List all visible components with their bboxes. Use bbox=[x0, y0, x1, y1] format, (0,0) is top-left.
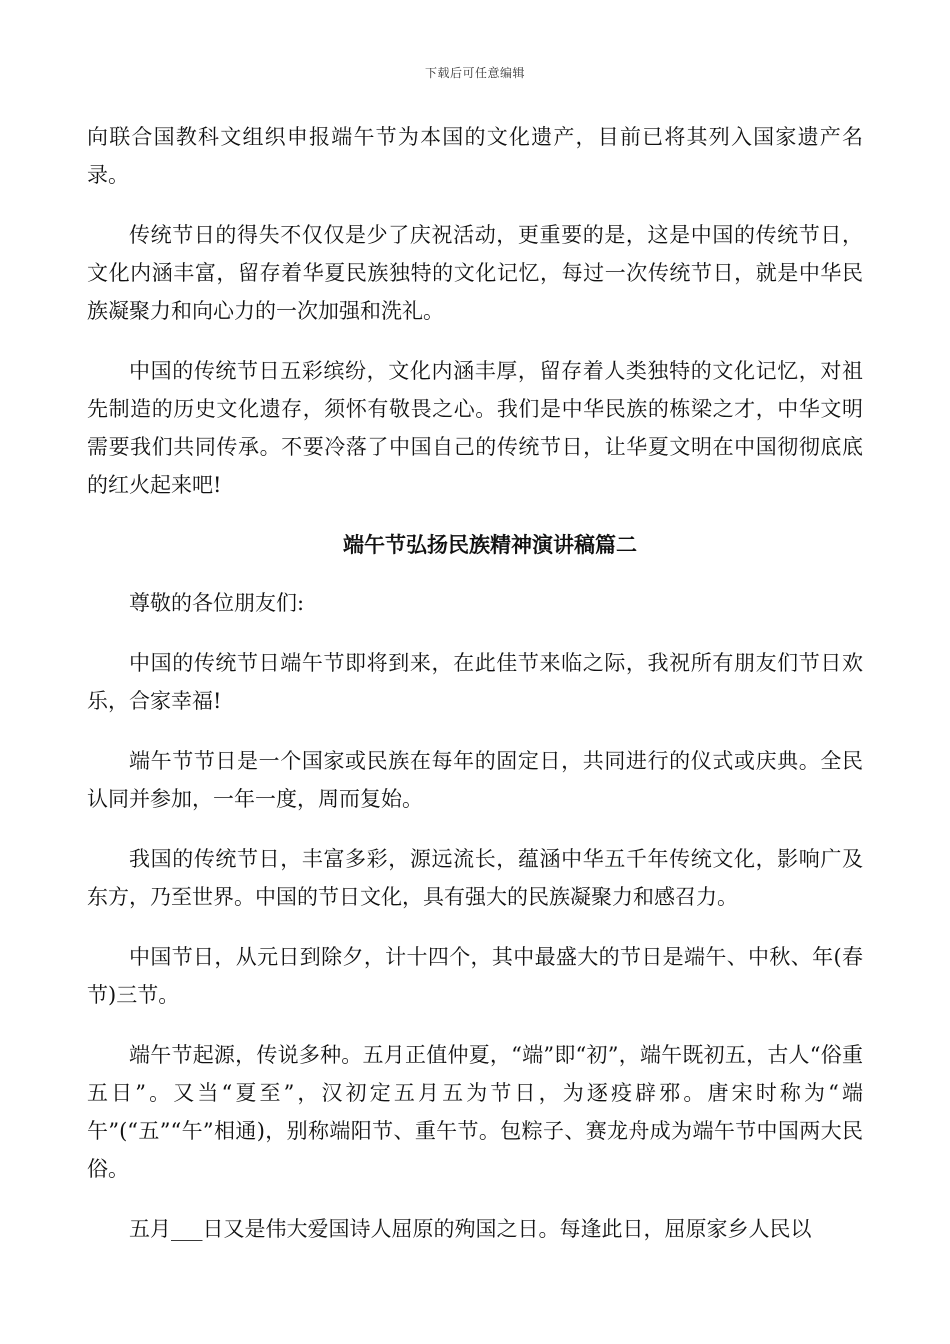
salutation: 尊敬的各位朋友们: bbox=[129, 591, 305, 615]
paragraph: 端午节节日是一个国家或民族在每年的固定日，共同进行的仪式或庆典。全民认同并参加，一年一度，周而复始。 bbox=[87, 749, 863, 811]
paragraph: 端午节起源，传说多种。五月正值仲夏，“端”即“初”，端午既初五，古人“俗重五日”。又当“夏至”，汉初定五月五为节日，为逐疫辟邪。唐宋时称为“端午”(“五”“午”相通)，别称端阳节、重午节。包粽子、赛龙舟成为端午节中国两大民俗。 bbox=[87, 1043, 863, 1181]
paragraph: 中国节日，从元日到除夕，计十四个，其中最盛大的节日是端午、中秋、年(春节)三节。 bbox=[87, 945, 863, 1007]
page-header-note: 下载后可任意编辑 bbox=[424, 66, 525, 80]
paragraph: 五月___日又是伟大爱国诗人屈原的殉国之日。每逢此日，屈原家乡人民以 bbox=[129, 1217, 812, 1241]
section-title: 端午节弘扬民族精神演讲稿篇二 bbox=[343, 533, 637, 557]
paragraph-continued: 向联合国教科文组织申报端午节为本国的文化遗产，目前已将其列入国家遗产名录。 bbox=[87, 125, 863, 187]
paragraph: 传统节日的得失不仅仅是少了庆祝活动，更重要的是，这是中国的传统节日，文化内涵丰富，留存着华夏民族独特的文化记忆，每过一次传统节日，就是中华民族凝聚力和向心力的一次加强和洗礼。 bbox=[87, 223, 863, 323]
document-body bbox=[87, 118, 863, 1270]
paragraph: 中国的传统节日五彩缤纷，文化内涵丰厚，留存着人类独特的文化记忆，对祖先制造的历史文化遗存，须怀有敬畏之心。我们是中华民族的栋梁之才，中华文明需要我们共同传承。不要冷落了中国自己的传统节日，让华夏文明在中国彻彻底底的红火起来吧! bbox=[87, 359, 863, 497]
paragraph: 我国的传统节日，丰富多彩，源远流长，蕴涵中华五千年传统文化，影响广及东方，乃至世界。中国的节日文化，具有强大的民族凝聚力和感召力。 bbox=[87, 847, 863, 909]
paragraph: 中国的传统节日端午节即将到来，在此佳节来临之际，我祝所有朋友们节日欢乐，合家幸福! bbox=[87, 651, 863, 713]
